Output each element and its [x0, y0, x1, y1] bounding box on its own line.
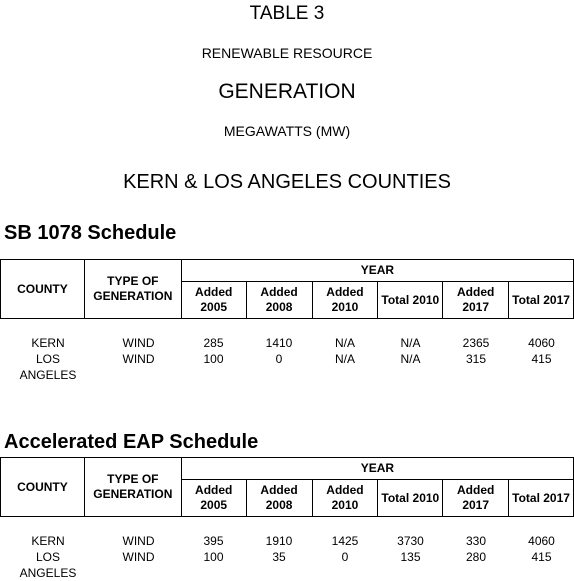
added-2008-header: Added 2008: [246, 480, 312, 517]
eap-header-table: [0, 457, 574, 517]
county-cell: LOS: [35, 352, 60, 366]
added-2008-header: Added 2008: [246, 282, 312, 319]
added-2008-cell: 0: [275, 352, 283, 366]
subtitle: RENEWABLE RESOURCE: [201, 45, 373, 61]
added-2010-cell: N/A: [334, 352, 355, 366]
table-row-continuation: [0, 565, 574, 581]
type-cell: WIND: [122, 534, 155, 548]
total-2017-cell: 415: [531, 352, 552, 366]
region-title: KERN & LOS ANGELES COUNTIES: [123, 171, 451, 193]
added-2008-cell: 35: [272, 550, 286, 564]
added-2008-cell: 1910: [265, 534, 293, 548]
added-2005-header: Added 2005: [181, 480, 246, 517]
added-2017-cell: 280: [465, 550, 487, 564]
table-row: [0, 351, 574, 367]
county-header: COUNTY: [1, 260, 85, 319]
total-2010-cell: 3730: [397, 534, 424, 548]
table-number: TABLE 3: [249, 3, 325, 24]
total-2010-cell: 135: [400, 550, 421, 564]
units-label: MEGAWATTS (MW): [223, 123, 351, 139]
eap-section-title: Accelerated EAP Schedule: [4, 431, 259, 453]
added-2010-cell: 1425: [331, 534, 359, 548]
added-2005-cell: 100: [203, 550, 224, 564]
added-2017-cell: 330: [465, 534, 487, 548]
county-cell-continuation: ANGELES: [19, 566, 77, 580]
added-2010-header: Added 2010: [312, 282, 378, 319]
added-2010-header: Added 2010: [312, 480, 378, 517]
table-row: [0, 533, 574, 549]
county-cell: KERN: [31, 336, 65, 350]
added-2017-header: Added 2017: [443, 480, 509, 517]
added-2010-cell: N/A: [334, 336, 355, 350]
county-cell: KERN: [31, 534, 65, 548]
total-2010-cell: N/A: [400, 352, 421, 366]
total-2010-header: Total 2010: [378, 282, 443, 319]
table-row: [0, 335, 574, 351]
total-2010-header: Total 2010: [378, 480, 443, 517]
added-2008-cell: 1410: [265, 336, 293, 350]
total-2010-cell: N/A: [400, 336, 421, 350]
added-2017-cell: 315: [465, 352, 487, 366]
total-2017-cell: 415: [531, 550, 552, 564]
page-title: GENERATION: [218, 80, 356, 103]
total-2017-header: Total 2017: [509, 282, 574, 319]
county-header: COUNTY: [1, 458, 85, 517]
eap-data: [0, 533, 574, 581]
county-cell: LOS: [35, 550, 60, 564]
type-cell: WIND: [122, 550, 155, 564]
added-2010-cell: 0: [341, 550, 349, 564]
total-2017-header: Total 2017: [509, 480, 574, 517]
type-header: TYPE OF GENERATION: [84, 458, 181, 517]
year-header: YEAR: [181, 458, 573, 480]
added-2005-cell: 395: [203, 534, 224, 548]
table-row: [0, 549, 574, 565]
total-2017-cell: 4060: [528, 336, 555, 350]
added-2005-cell: 100: [203, 352, 224, 366]
added-2005-header: Added 2005: [181, 282, 246, 319]
table-row-continuation: [0, 367, 574, 383]
sb1078-header-table: [0, 259, 574, 319]
added-2017-cell: 2365: [462, 336, 490, 350]
added-2005-cell: 285: [203, 336, 224, 350]
type-cell: WIND: [122, 336, 155, 350]
total-2017-cell: 4060: [528, 534, 555, 548]
sb1078-section-title: SB 1078 Schedule: [4, 222, 177, 244]
county-cell-continuation: ANGELES: [19, 368, 77, 382]
added-2017-header: Added 2017: [443, 282, 509, 319]
type-cell: WIND: [122, 352, 155, 366]
sb1078-data: [0, 335, 574, 383]
year-header: YEAR: [181, 260, 573, 282]
type-header: TYPE OF GENERATION: [84, 260, 181, 319]
